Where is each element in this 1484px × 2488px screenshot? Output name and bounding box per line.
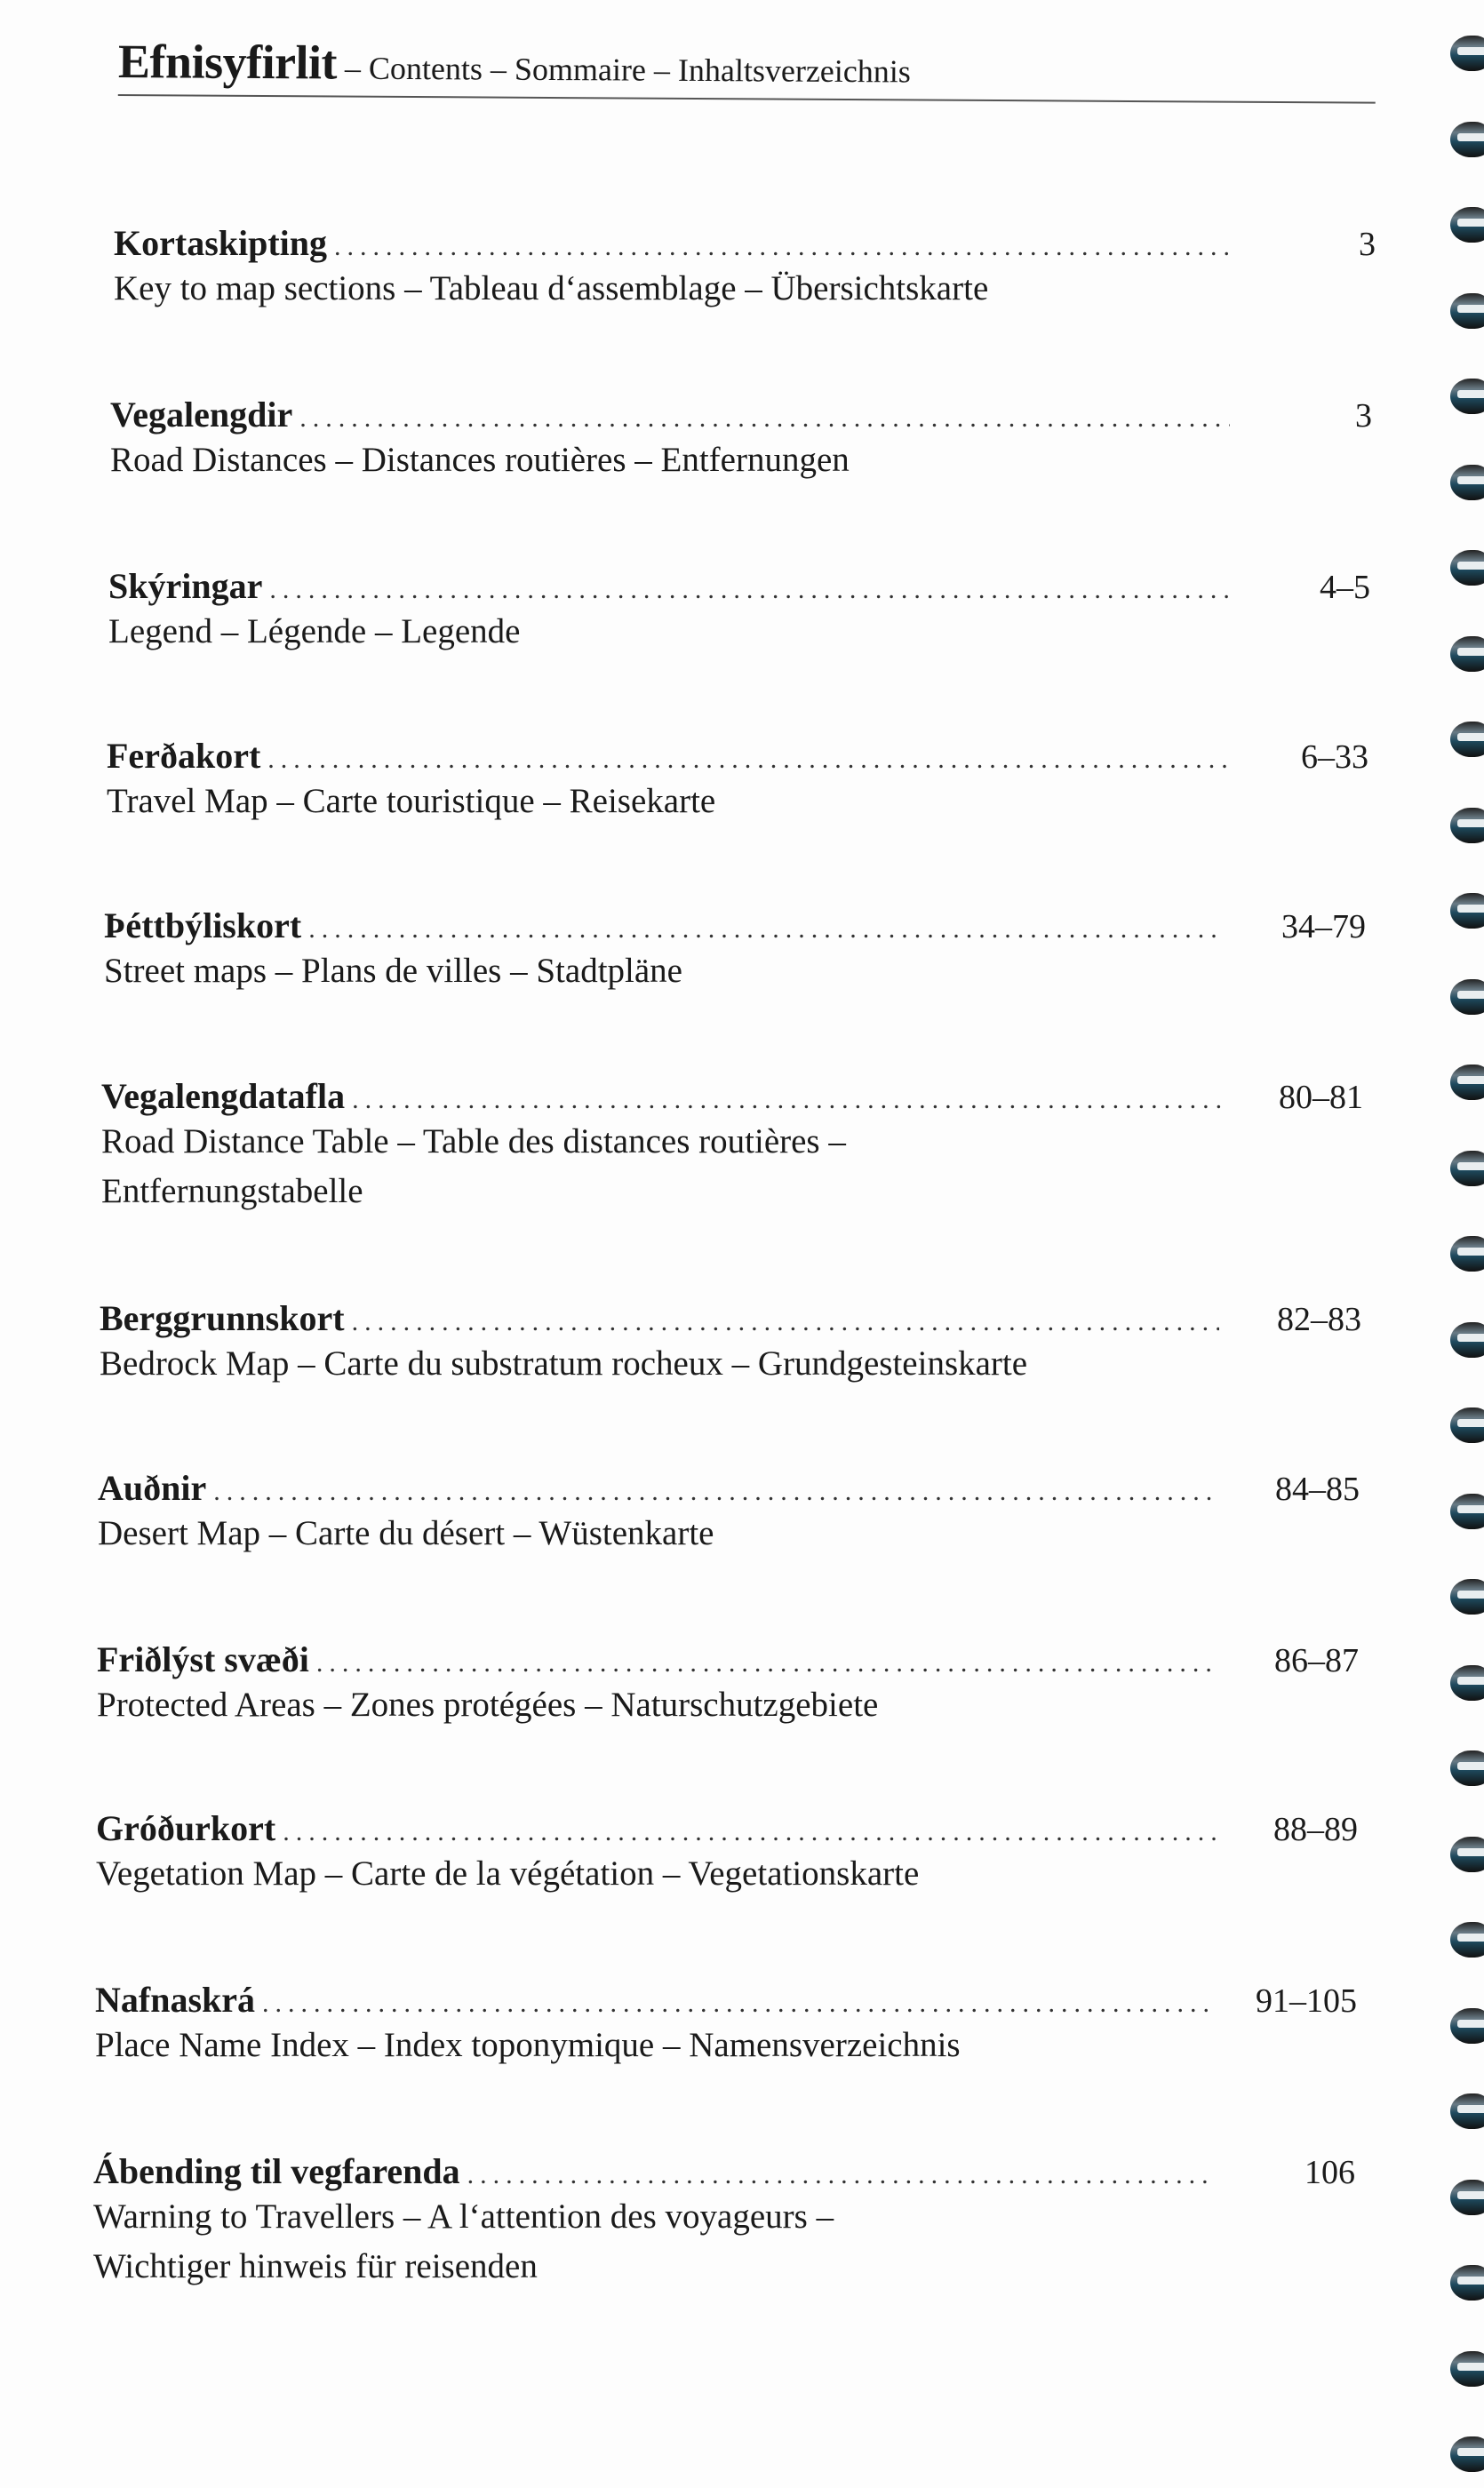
spiral-ring-icon bbox=[1450, 808, 1484, 843]
toc-heading: Gróðurkort bbox=[96, 1808, 276, 1848]
page-number: 88–89 bbox=[1273, 1811, 1358, 1848]
toc-translation: Warning to Travellers – A l‘attention des voyageurs – bbox=[93, 2197, 834, 2236]
toc-translation: Wichtiger hinweis für reisenden bbox=[93, 2247, 538, 2285]
spiral-ring-icon bbox=[1450, 293, 1484, 329]
page-number: 6–33 bbox=[1301, 738, 1368, 776]
spiral-ring-icon bbox=[1450, 2436, 1484, 2472]
toc-heading-row bbox=[114, 222, 1376, 264]
toc-heading: Ferðakort bbox=[107, 736, 261, 776]
toc-entry bbox=[96, 1807, 1358, 1899]
toc-heading-row bbox=[107, 735, 1368, 777]
spiral-ring-icon bbox=[1450, 636, 1484, 672]
toc-heading-row bbox=[108, 565, 1370, 607]
spiral-ring-icon bbox=[1450, 1750, 1484, 1786]
toc-heading: Vegalengdir bbox=[110, 395, 293, 435]
spiral-ring-icon bbox=[1450, 1837, 1484, 1872]
spiral-ring-icon bbox=[1450, 2093, 1484, 2129]
dot-leader bbox=[213, 1477, 1217, 1507]
spiral-ring-icon bbox=[1450, 1922, 1484, 1958]
toc-entry bbox=[97, 1639, 1359, 1730]
toc-heading-row bbox=[100, 1297, 1361, 1339]
dot-leader bbox=[269, 575, 1228, 605]
toc-heading-row bbox=[93, 2150, 1355, 2192]
dot-leader bbox=[308, 914, 1224, 945]
dot-leader bbox=[352, 1307, 1219, 1337]
toc-heading: Berggrunnskort bbox=[100, 1298, 345, 1338]
dot-leader bbox=[316, 1648, 1217, 1679]
spiral-ring-icon bbox=[1450, 2265, 1484, 2301]
spiral-ring-icon bbox=[1450, 2180, 1484, 2215]
toc-entry bbox=[107, 735, 1368, 826]
page-number: 86–87 bbox=[1274, 1642, 1359, 1679]
toc-heading-row bbox=[104, 905, 1366, 946]
spiral-ring-icon bbox=[1450, 722, 1484, 757]
toc-translation: Road Distances – Distances routières – Entfernungen bbox=[110, 441, 850, 479]
toc-translation: Road Distance Table – Table des distances routières – bbox=[101, 1122, 846, 1160]
toc-heading: Nafnaskrá bbox=[95, 1980, 256, 2020]
spiral-ring-icon bbox=[1450, 893, 1484, 929]
page-number: 3 bbox=[1359, 226, 1376, 263]
spiral-ring-icon bbox=[1450, 1322, 1484, 1358]
spiral-ring-icon bbox=[1450, 207, 1484, 243]
toc-heading: Þéttbýliskort bbox=[104, 905, 302, 945]
toc-entry bbox=[101, 1075, 1363, 1216]
toc-entry bbox=[104, 905, 1366, 996]
spiral-ring-icon bbox=[1450, 1151, 1484, 1186]
page-subtitle: – Contents – Sommaire – Inhaltsverzeichnis bbox=[336, 50, 911, 90]
toc-heading: Vegalengdatafla bbox=[101, 1076, 346, 1116]
toc-heading-row bbox=[95, 1979, 1357, 2021]
page-number: 34–79 bbox=[1281, 908, 1366, 945]
spiral-ring-icon bbox=[1450, 1494, 1484, 1529]
spiral-ring-icon bbox=[1450, 2008, 1484, 2044]
spiral-ring-icon bbox=[1450, 1665, 1484, 1701]
toc-heading-row bbox=[101, 1075, 1363, 1117]
spiral-ring-icon bbox=[1450, 122, 1484, 157]
toc-entry bbox=[95, 1979, 1357, 2070]
toc-heading: Skýringar bbox=[108, 566, 263, 606]
toc-translation: Entfernungstabelle bbox=[101, 1172, 363, 1210]
dot-leader bbox=[352, 1085, 1221, 1115]
dot-leader bbox=[267, 745, 1226, 775]
toc-entry bbox=[98, 1467, 1360, 1559]
dot-leader bbox=[262, 1989, 1211, 2019]
page-number: 106 bbox=[1304, 2154, 1355, 2191]
page-number: 91–105 bbox=[1256, 1982, 1357, 2020]
spiral-ring-icon bbox=[1450, 2351, 1484, 2387]
spiral-ring-icon bbox=[1450, 379, 1484, 414]
toc-entry bbox=[110, 394, 1372, 485]
spiral-ring-icon bbox=[1450, 1579, 1484, 1615]
spiral-ring-icon bbox=[1450, 1065, 1484, 1100]
toc-entry bbox=[93, 2150, 1355, 2292]
toc-translation: Desert Map – Carte du désert – Wüstenkarte bbox=[98, 1514, 714, 1552]
page-header bbox=[118, 34, 1376, 104]
toc-translation: Legend – Légende – Legende bbox=[108, 612, 521, 650]
dot-leader bbox=[467, 2160, 1213, 2190]
spiral-ring-icon bbox=[1450, 550, 1484, 586]
toc-entry bbox=[100, 1297, 1361, 1389]
page-number: 3 bbox=[1355, 397, 1372, 435]
toc-heading-row bbox=[97, 1639, 1359, 1680]
toc-heading: Ábending til vegfarenda bbox=[93, 2151, 460, 2191]
toc-heading: Friðlýst svæði bbox=[97, 1639, 309, 1679]
toc-translation: Bedrock Map – Carte du substratum rocheux – Grundgesteinskarte bbox=[100, 1344, 1028, 1383]
spiral-ring-icon bbox=[1450, 1236, 1484, 1272]
dot-leader bbox=[283, 1817, 1216, 1847]
dot-leader bbox=[299, 403, 1230, 434]
toc-heading-row bbox=[96, 1807, 1358, 1849]
page-number: 82–83 bbox=[1277, 1301, 1361, 1338]
page-number: 4–5 bbox=[1320, 569, 1370, 606]
toc-heading: Auðnir bbox=[98, 1468, 207, 1508]
page-number: 84–85 bbox=[1275, 1471, 1360, 1508]
toc-translation: Travel Map – Carte touristique – Reisekarte bbox=[107, 782, 716, 820]
spiral-ring-icon bbox=[1450, 36, 1484, 71]
toc-heading-row bbox=[98, 1467, 1360, 1509]
toc-translation: Vegetation Map – Carte de la végétation – Vegetationskarte bbox=[96, 1854, 920, 1893]
toc-translation: Key to map sections – Tableau d‘assemblage – Übersichtskarte bbox=[114, 269, 989, 307]
page-title: Efnisyfirlit bbox=[117, 35, 338, 90]
toc-translation: Protected Areas – Zones protégées – Naturschutzgebiete bbox=[97, 1686, 879, 1724]
toc-entry bbox=[114, 222, 1376, 314]
spiral-binding bbox=[1431, 36, 1484, 2488]
toc-entry bbox=[108, 565, 1370, 657]
page-number: 80–81 bbox=[1279, 1079, 1363, 1116]
spiral-ring-icon bbox=[1450, 465, 1484, 500]
spiral-ring-icon bbox=[1450, 979, 1484, 1015]
toc-heading-row bbox=[110, 394, 1372, 435]
spiral-ring-icon bbox=[1450, 1407, 1484, 1443]
toc-translation: Place Name Index – Index toponymique – Namensverzeichnis bbox=[95, 2026, 961, 2064]
toc-heading: Kortaskipting bbox=[114, 223, 328, 263]
dot-leader bbox=[334, 232, 1233, 262]
toc-translation: Street maps – Plans de villes – Stadtpläne bbox=[104, 952, 682, 990]
